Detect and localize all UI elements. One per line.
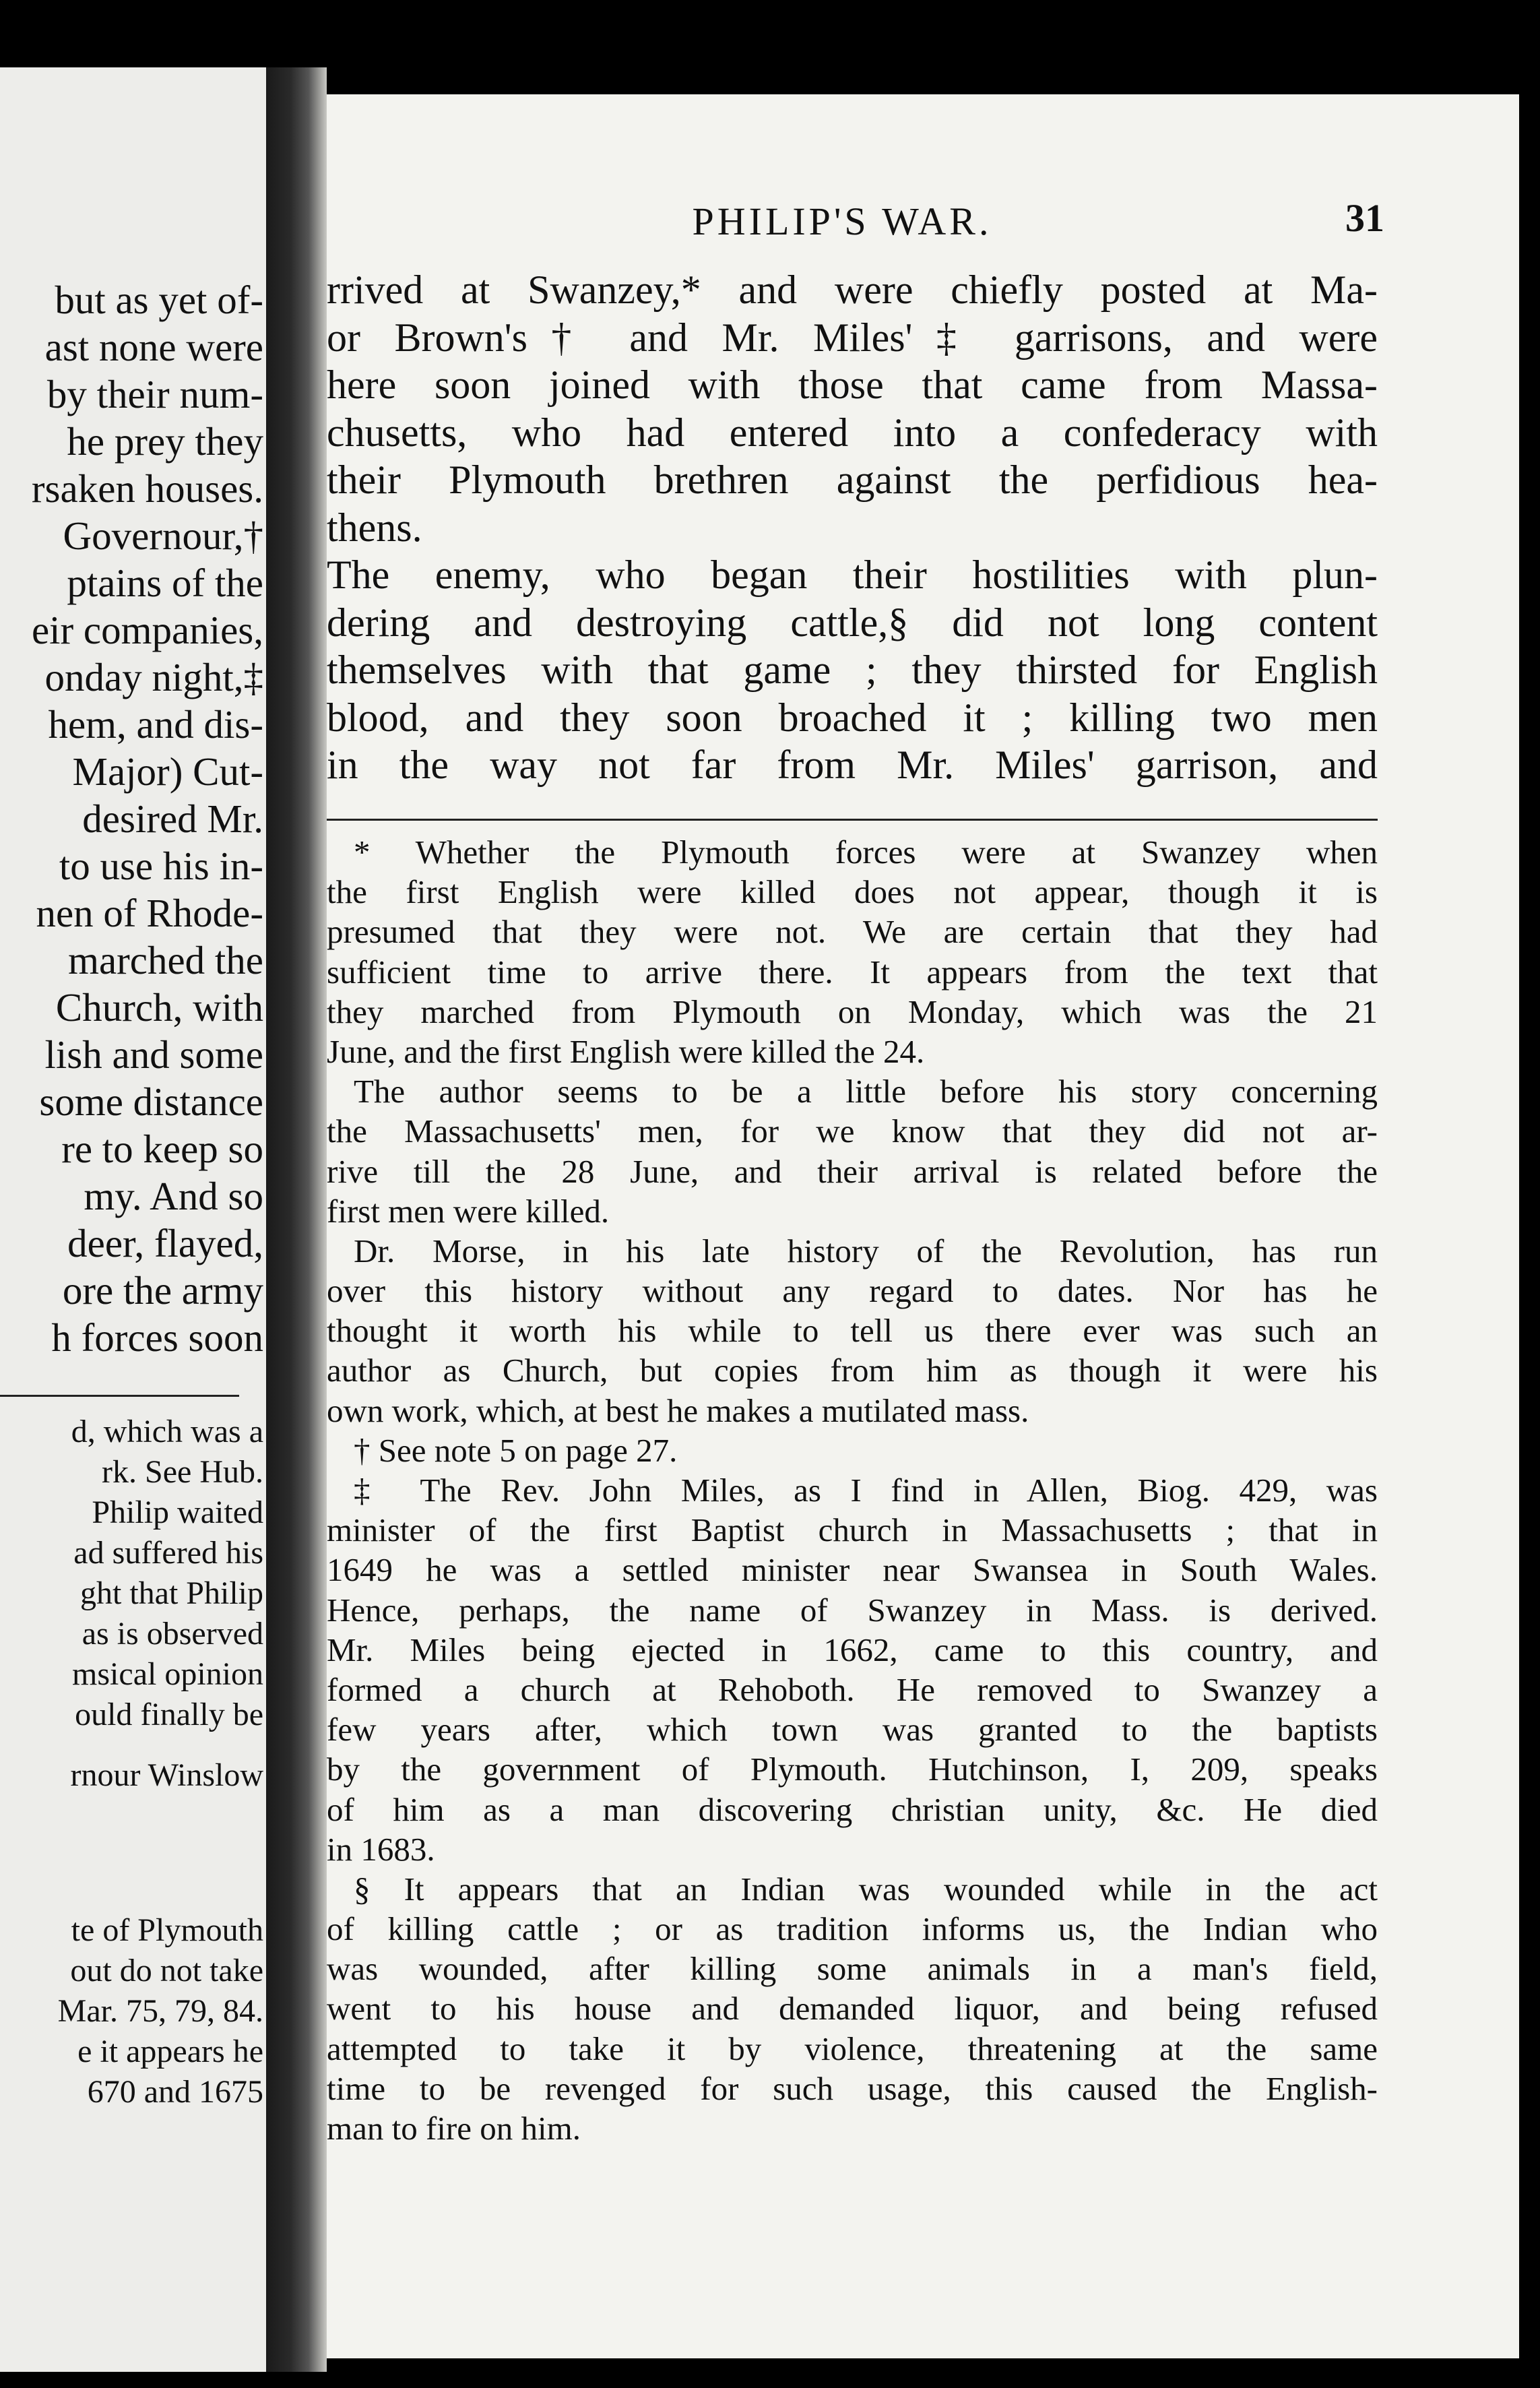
- left-line: he prey they: [67, 419, 263, 464]
- body-line: The enemy, who began their hostilities with plun-: [327, 553, 1378, 597]
- footnote-line: attempted to take it by violence, threatening at the same: [327, 2030, 1378, 2067]
- footnote-line: went to his house and demanded liquor, and being refused: [327, 1990, 1378, 2028]
- footnote-line: § It appears that an Indian was wounded while in the act: [354, 1870, 1378, 1908]
- left-line: rnour Winslow: [70, 1757, 263, 1793]
- left-line: rsaken houses.: [31, 466, 263, 511]
- footnote-line: Dr. Morse, in his late history of the Revolution, has run: [354, 1232, 1378, 1269]
- left-line: ptains of the: [67, 561, 263, 605]
- footnote-line: † See note 5 on page 27.: [354, 1431, 678, 1469]
- body-line: their Plymouth brethren against the perfidious hea-: [327, 458, 1378, 502]
- left-line: ast none were: [44, 325, 263, 369]
- left-line: out do not take: [70, 1953, 263, 1988]
- footnote-line: * Whether the Plymouth forces were at Swanzey when: [354, 834, 1378, 871]
- left-line: lish and some: [44, 1032, 263, 1077]
- footnote-line: formed a church at Rehoboth. He removed to Swanzey a: [327, 1670, 1378, 1708]
- body-line: thens.: [327, 505, 422, 550]
- body-line: here soon joined with those that came from Massa-: [327, 363, 1378, 407]
- right-page: [327, 94, 1519, 2358]
- left-line: Governour,†: [63, 513, 263, 558]
- body-line: or Brown's† and Mr. Miles'‡ garrisons, and were: [327, 315, 1378, 360]
- left-line: some distance: [39, 1079, 263, 1124]
- footnotes: [327, 832, 1378, 2148]
- left-line: marched the: [68, 938, 263, 982]
- left-line: 670 and 1675: [87, 2074, 263, 2110]
- body-line: dering and destroying cattle,§ did not long content: [327, 600, 1378, 645]
- footnote-line: time to be revenged for such usage, this caused the English-: [327, 2069, 1378, 2107]
- left-line: nen of Rhode-: [36, 891, 263, 935]
- footnote-line: in 1683.: [327, 1830, 435, 1868]
- left-line: ore the army: [62, 1268, 263, 1313]
- left-line: desired Mr.: [82, 796, 263, 841]
- left-line: re to keep so: [61, 1127, 263, 1171]
- footnote-line: June, and the first English were killed the 24.: [327, 1032, 925, 1070]
- footnote-line: Mr. Miles being ejected in 1662, came to this country, and: [327, 1631, 1378, 1668]
- footnote-line: of him as a man discovering christian unity, &c. He died: [327, 1790, 1378, 1828]
- body-line: chusetts, who had entered into a confederacy with: [327, 410, 1378, 455]
- left-line: ould finally be: [75, 1697, 263, 1732]
- left-line: my. And so: [84, 1174, 263, 1218]
- footnote-line: presumed that they were not. We are certain that they had: [327, 913, 1378, 951]
- left-line: by their num-: [46, 372, 263, 416]
- left-page-fragment: [0, 67, 266, 2372]
- left-line: Philip waited: [92, 1495, 263, 1530]
- left-line: ad suffered his: [73, 1535, 263, 1571]
- footnote-line: Hence, perhaps, the name of Swanzey in Mass. is derived.: [327, 1591, 1378, 1629]
- body-text: [327, 266, 1378, 789]
- left-line: Major) Cut-: [72, 749, 263, 794]
- left-line: Mar. 75, 79, 84.: [57, 1993, 263, 2029]
- footnote-line: rive till the 28 June, and their arrival is related before the: [327, 1152, 1378, 1190]
- left-line: e it appears he: [77, 2034, 263, 2069]
- left-line: te of Plymouth: [71, 1912, 263, 1948]
- footnote-line: 1649 he was a settled minister near Swansea in South Wales.: [327, 1551, 1378, 1589]
- left-footnote-rule: [0, 1395, 239, 1397]
- footnote-line: sufficient time to arrive there. It appears from the text that: [327, 953, 1378, 991]
- footnote-line: of killing cattle ; or as tradition informs us, the Indian who: [327, 1910, 1378, 1948]
- left-line: rk. See Hub.: [102, 1454, 263, 1490]
- body-line: themselves with that game ; they thirsted for English: [327, 648, 1378, 692]
- footnote-line: ‡ The Rev. John Miles, as I find in Allen, Biog. 429, was: [354, 1472, 1378, 1509]
- footnote-line: the first English were killed does not appear, though it is: [327, 873, 1378, 911]
- left-line: but as yet of-: [55, 278, 263, 322]
- footnote-line: own work, which, at best he makes a mutilated mass.: [327, 1391, 1029, 1429]
- footnote-line: minister of the first Baptist church in Massachusetts ; that in: [327, 1511, 1378, 1549]
- page-number: 31: [1345, 196, 1384, 240]
- left-line: to use his in-: [59, 844, 263, 888]
- footnote-line: author as Church, but copies from him as though it were his: [327, 1352, 1378, 1389]
- footnote-line: they marched from Plymouth on Monday, which was the 21: [327, 993, 1378, 1030]
- body-line: in the way not far from Mr. Miles' garrison, and: [327, 743, 1378, 787]
- body-line: blood, and they soon broached it ; killing two men: [327, 695, 1378, 740]
- book-gutter: [266, 67, 327, 2372]
- footnote-line: over this history without any regard to dates. Nor has he: [327, 1272, 1378, 1310]
- running-header: PHILIP'S WAR.: [692, 199, 992, 243]
- footnote-rule: [327, 819, 1378, 821]
- footnote-line: the Massachusetts' men, for we know that they did not ar-: [327, 1112, 1378, 1150]
- body-line: rrived at Swanzey,* and were chiefly posted at Ma-: [327, 268, 1378, 312]
- left-line: onday night,‡: [44, 655, 263, 699]
- footnote-line: first men were killed.: [327, 1192, 610, 1230]
- left-line: as is observed: [82, 1616, 263, 1652]
- footnote-line: thought it worth his while to tell us there ever was such an: [327, 1312, 1378, 1350]
- left-line: eir companies,: [31, 608, 263, 652]
- footnote-line: man to fire on him.: [327, 2110, 581, 2147]
- left-line: deer, flayed,: [67, 1221, 263, 1265]
- left-line: d, which was a: [71, 1414, 263, 1449]
- footnote-line: few years after, which town was granted to the baptists: [327, 1711, 1378, 1749]
- left-line: ght that Philip: [79, 1575, 263, 1611]
- footnote-line: was wounded, after killing some animals in a man's field,: [327, 1950, 1378, 1988]
- left-line: hem, and dis-: [48, 702, 263, 747]
- left-line: Church, with: [55, 985, 263, 1030]
- footnote-line: by the government of Plymouth. Hutchinson, I, 209, speaks: [327, 1751, 1378, 1788]
- left-line: h forces soon: [51, 1315, 263, 1360]
- left-line: msical opinion: [72, 1656, 263, 1692]
- footnote-line: The author seems to be a little before his story concerning: [354, 1073, 1378, 1110]
